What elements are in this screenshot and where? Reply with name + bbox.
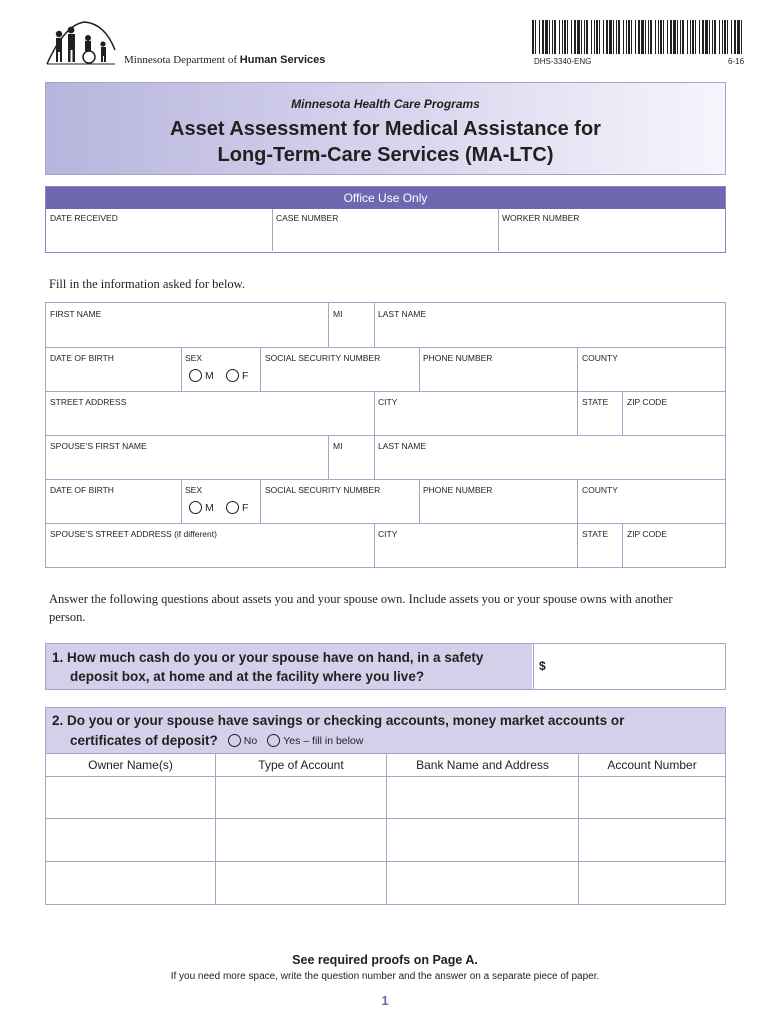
- barcode-bar: [741, 20, 742, 54]
- divider: [419, 347, 420, 391]
- barcode-bar: [571, 20, 572, 54]
- divider: [386, 819, 387, 861]
- barcode-bar: [677, 20, 678, 54]
- divider: [215, 776, 216, 818]
- form-title: [46, 116, 725, 168]
- phone-field[interactable]: PHONE NUMBER: [423, 353, 493, 363]
- question-2-line1: 2. Do you or your spouse have savings or checking accounts, money market accounts or: [52, 713, 625, 728]
- divider: [181, 347, 182, 391]
- spouse-zip-field[interactable]: ZIP CODE: [627, 529, 667, 539]
- spouse-last-name-field[interactable]: LAST NAME: [378, 441, 427, 451]
- barcode-bar: [734, 20, 736, 54]
- county-field[interactable]: COUNTY: [582, 353, 618, 363]
- spouse-details-row: [46, 479, 725, 524]
- form-title-line2: Long-Term-Care Services (MA-LTC): [217, 144, 554, 166]
- barcode-bar: [673, 20, 676, 54]
- street-address-field[interactable]: STREET ADDRESS: [50, 397, 127, 407]
- divider: [533, 644, 534, 689]
- spouse-state-field[interactable]: STATE: [582, 529, 609, 539]
- barcode-bar: [545, 20, 548, 54]
- spouse-mi-field[interactable]: MI: [333, 441, 343, 451]
- divider: [386, 862, 387, 904]
- barcode-bar: [692, 20, 694, 54]
- barcode-bar: [635, 20, 636, 54]
- divider: [498, 209, 499, 251]
- spouse-address-row: [46, 523, 725, 567]
- spouse-name-row: [46, 435, 725, 480]
- question-1: [45, 643, 726, 690]
- barcode-bar: [731, 20, 732, 54]
- barcode-bar: [699, 20, 700, 54]
- department-name: Minnesota Department of Human Services: [124, 54, 326, 66]
- barcode-bar: [626, 20, 627, 54]
- barcode-bar: [567, 20, 568, 54]
- proofs-note: See required proofs on Page A.: [292, 953, 478, 967]
- form-number: DHS-3340-ENG: [534, 57, 592, 66]
- barcode-bar: [712, 20, 713, 54]
- divider: [577, 391, 578, 435]
- question-2: [45, 707, 726, 905]
- barcode-bar: [628, 20, 630, 54]
- zip-field[interactable]: ZIP CODE: [627, 397, 667, 407]
- barcode-bar: [663, 20, 664, 54]
- question-2-line2-text: certificates of deposit?: [70, 733, 218, 748]
- radio-circle-icon: [226, 501, 239, 514]
- question-1-text: [46, 644, 532, 689]
- divider: [328, 303, 329, 347]
- spouse-first-name-field[interactable]: SPOUSE’S FIRST NAME: [50, 441, 147, 451]
- divider: [578, 819, 579, 861]
- divider: [181, 479, 182, 523]
- dhs-logo: [45, 20, 117, 66]
- barcode-bar: [591, 20, 592, 54]
- barcode-bar: [577, 20, 580, 54]
- barcode-bar: [658, 20, 659, 54]
- barcode-bar: [648, 20, 649, 54]
- barcode-bar: [660, 20, 662, 54]
- q2-no-radio[interactable]: [228, 734, 257, 747]
- barcode-bar: [616, 20, 617, 54]
- barcode-bar: [702, 20, 704, 54]
- table-row[interactable]: [46, 862, 725, 904]
- barcode-bar: [623, 20, 624, 54]
- column-owner-names: Owner Name(s): [88, 758, 173, 772]
- applicant-address-row: [46, 391, 725, 436]
- divider: [374, 303, 375, 347]
- divider: [272, 209, 273, 251]
- barcode-bar: [609, 20, 612, 54]
- barcode: [532, 20, 746, 54]
- city-field[interactable]: CITY: [378, 397, 398, 407]
- case-number-field[interactable]: CASE NUMBER: [276, 213, 339, 223]
- divider: [260, 347, 261, 391]
- divider: [622, 523, 623, 567]
- assets-instruction: Answer the following questions about assets you and your spouse own. Include assets you or your spouse owns with another person.: [49, 592, 673, 624]
- divider: [578, 776, 579, 818]
- radio-circle-icon: [189, 369, 202, 382]
- spouse-city-field[interactable]: CITY: [378, 529, 398, 539]
- page-number: 1: [381, 993, 389, 1008]
- barcode-bar: [682, 20, 684, 54]
- divider: [578, 862, 579, 904]
- barcode-bar: [695, 20, 696, 54]
- barcode-bar: [690, 20, 691, 54]
- title-box: [45, 82, 726, 175]
- fill-in-instruction: Fill in the information asked for below.: [49, 277, 246, 291]
- radio-label: No: [243, 734, 258, 747]
- divider: [260, 479, 261, 523]
- question-1-line2: deposit box, at home and at the facility where you live?: [70, 669, 425, 684]
- barcode-bar: [714, 20, 716, 54]
- space-note: If you need more space, write the question number and the answer on a separate piece of paper.: [170, 971, 600, 982]
- divider: [577, 523, 578, 567]
- barcode-bar: [594, 20, 595, 54]
- barcode-bar: [727, 20, 728, 54]
- radio-label: Yes – fill in below: [283, 734, 364, 747]
- question-1-line1: 1. How much cash do you or your spouse have on hand, in a safety: [52, 650, 484, 665]
- barcode-bar: [724, 20, 726, 54]
- barcode-bar: [667, 20, 668, 54]
- spouse-sex-label: SEX: [185, 485, 203, 495]
- date-received-field[interactable]: DATE RECEIVED: [50, 213, 118, 223]
- spouse-dob-field[interactable]: DATE OF BIRTH: [50, 485, 114, 495]
- sex-label: SEX: [185, 353, 203, 363]
- radio-circle-icon: [189, 501, 202, 514]
- barcode-bar: [650, 20, 652, 54]
- divider: [577, 479, 578, 523]
- barcode-bar: [596, 20, 598, 54]
- sex-m-radio[interactable]: [189, 369, 214, 382]
- radio-label: F: [242, 369, 249, 382]
- barcode-bar: [586, 20, 588, 54]
- radio-circle-icon: [267, 734, 280, 747]
- office-use-section: [45, 186, 726, 253]
- divider: [622, 391, 623, 435]
- question-1-label: [52, 648, 483, 686]
- barcode-bar: [542, 20, 544, 54]
- barcode-bar: [613, 20, 614, 54]
- barcode-bar: [603, 20, 604, 54]
- barcode-bar: [574, 20, 576, 54]
- ssn-field[interactable]: SOCIAL SECURITY NUMBER: [265, 353, 381, 363]
- divider: [215, 862, 216, 904]
- mi-field[interactable]: MI: [333, 309, 343, 319]
- barcode-bar: [709, 20, 710, 54]
- divider: [577, 347, 578, 391]
- column-bank-name: Bank Name and Address: [416, 758, 549, 772]
- radio-label: M: [205, 501, 214, 514]
- dob-field[interactable]: DATE OF BIRTH: [50, 353, 114, 363]
- spouse-phone-field[interactable]: PHONE NUMBER: [423, 485, 493, 495]
- barcode-bar: [532, 20, 534, 54]
- column-account-number: Account Number: [607, 758, 697, 772]
- barcode-bar: [680, 20, 681, 54]
- barcode-bar: [655, 20, 656, 54]
- divider: [215, 819, 216, 861]
- first-name-field[interactable]: FIRST NAME: [50, 309, 102, 319]
- barcode-bar: [645, 20, 646, 54]
- worker-number-field[interactable]: WORKER NUMBER: [502, 213, 580, 223]
- radio-label: M: [205, 369, 214, 382]
- office-use-row: [46, 209, 725, 251]
- spouse-sex-f-radio[interactable]: [226, 501, 248, 514]
- barcode-bar: [722, 20, 723, 54]
- barcode-bar: [599, 20, 600, 54]
- barcode-bar: [549, 20, 550, 54]
- radio-circle-icon: [228, 734, 241, 747]
- spouse-county-field[interactable]: COUNTY: [582, 485, 618, 495]
- barcode-bar: [719, 20, 720, 54]
- column-account-type: Type of Account: [258, 758, 344, 772]
- barcode-bar: [581, 20, 582, 54]
- spouse-sex-m-radio[interactable]: [189, 501, 214, 514]
- form-date: 6-16: [728, 57, 745, 66]
- personal-info-grid: [45, 302, 726, 568]
- spouse-ssn-field[interactable]: SOCIAL SECURITY NUMBER: [265, 485, 381, 495]
- question-2-header: [46, 708, 725, 753]
- table-row[interactable]: [46, 819, 725, 862]
- program-name: Minnesota Health Care Programs: [291, 97, 480, 111]
- office-use-heading: Office Use Only: [46, 187, 725, 209]
- barcode-bar: [737, 20, 740, 54]
- barcode-bar: [705, 20, 708, 54]
- barcode-bar: [535, 20, 536, 54]
- table-row[interactable]: [46, 776, 725, 819]
- q2-yes-radio[interactable]: [267, 734, 363, 747]
- barcode-bar: [564, 20, 566, 54]
- divider: [328, 435, 329, 479]
- spouse-street-address-field[interactable]: SPOUSE’S STREET ADDRESS (if different): [50, 529, 217, 539]
- barcode-bar: [687, 20, 688, 54]
- barcode-bar: [638, 20, 640, 54]
- last-name-field[interactable]: LAST NAME: [378, 309, 427, 319]
- radio-label: F: [242, 501, 249, 514]
- barcode-bar: [584, 20, 585, 54]
- barcode-bar: [631, 20, 632, 54]
- divider: [386, 776, 387, 818]
- applicant-details-row: [46, 347, 725, 392]
- divider: [374, 523, 375, 567]
- barcode-bar: [554, 20, 556, 54]
- barcode-bar: [562, 20, 563, 54]
- radio-circle-icon: [226, 369, 239, 382]
- barcode-bar: [670, 20, 672, 54]
- divider: [374, 391, 375, 435]
- barcode-bar: [641, 20, 644, 54]
- divider: [419, 479, 420, 523]
- barcode-bar: [539, 20, 540, 54]
- sex-f-radio[interactable]: [226, 369, 248, 382]
- question-2-line2: [70, 733, 363, 748]
- barcode-bar: [606, 20, 608, 54]
- divider: [374, 435, 375, 479]
- cash-amount-field[interactable]: $: [539, 659, 546, 673]
- state-field[interactable]: STATE: [582, 397, 609, 407]
- barcode-bar: [618, 20, 620, 54]
- accounts-table-header: [46, 753, 725, 777]
- barcode-bar: [552, 20, 553, 54]
- applicant-name-row: [46, 303, 725, 348]
- form-title-line1: Asset Assessment for Medical Assistance for: [170, 118, 601, 140]
- barcode-bar: [559, 20, 560, 54]
